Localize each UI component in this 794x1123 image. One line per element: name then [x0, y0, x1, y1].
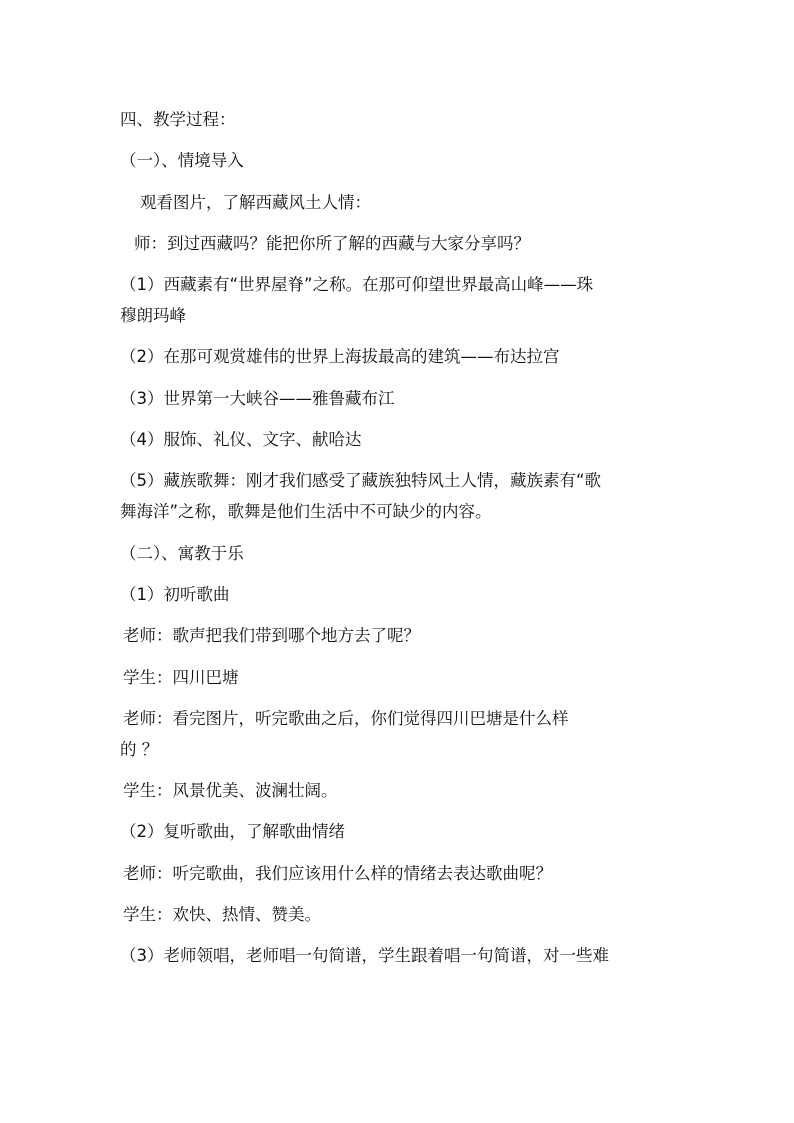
dialogue-line: 学生：风景优美、波澜壮阔。 [123, 781, 338, 801]
list-item-continuation: 舞海洋”之称，歌舞是他们生活中不可缺少的内容。 [120, 502, 492, 522]
list-item: （1）初听歌曲 [120, 584, 230, 604]
list-item: （2）在那可观赏雄伟的世界上海拔最高的建筑——布达拉宫 [120, 347, 560, 367]
list-item: （3）老师领唱，老师唱一句简谱，学生跟着唱一句简谱，对一些难 [120, 946, 609, 966]
list-item: （3）世界第一大峡谷——雅鲁藏布江 [120, 388, 395, 408]
section-heading: 四、教学过程： [120, 110, 236, 129]
document-body [120, 104, 680, 982]
dialogue-line: 老师：听完歌曲，我们应该用什么样的情绪去表达歌曲呢？ [123, 863, 552, 883]
dialogue-line: 老师：歌声把我们带到哪个地方去了呢？ [123, 626, 420, 646]
list-item: （4）服饰、礼仪、文字、献哈达 [120, 430, 362, 450]
list-item: （5）藏族歌舞：刚才我们感受了藏族独特风土人情，藏族素有“歌 [120, 471, 602, 491]
subsection-heading: （一）、情境导入 [120, 151, 244, 171]
paragraph: 师：到过西藏吗？能把你所了解的西藏与大家分享吗？ [134, 233, 530, 253]
dialogue-line: 学生：四川巴塘 [123, 667, 239, 687]
paragraph: 观看图片，了解西藏风土人情： [140, 192, 371, 212]
list-item: （1）西藏素有“世界屋脊”之称。在那可仰望世界最高山峰——珠 [120, 275, 594, 295]
list-item: （2）复听歌曲，了解歌曲情绪 [120, 822, 345, 842]
subsection-heading: （二）、寓教于乐 [120, 543, 244, 563]
dialogue-line: 老师：看完图片，听完歌曲之后，你们觉得四川巴塘是什么样 [123, 708, 569, 728]
dialogue-line-continuation: 的 ？ [120, 739, 159, 759]
list-item-continuation: 穆朗玛峰 [120, 306, 186, 326]
dialogue-line: 学生：欢快、热情、赞美。 [123, 905, 321, 925]
